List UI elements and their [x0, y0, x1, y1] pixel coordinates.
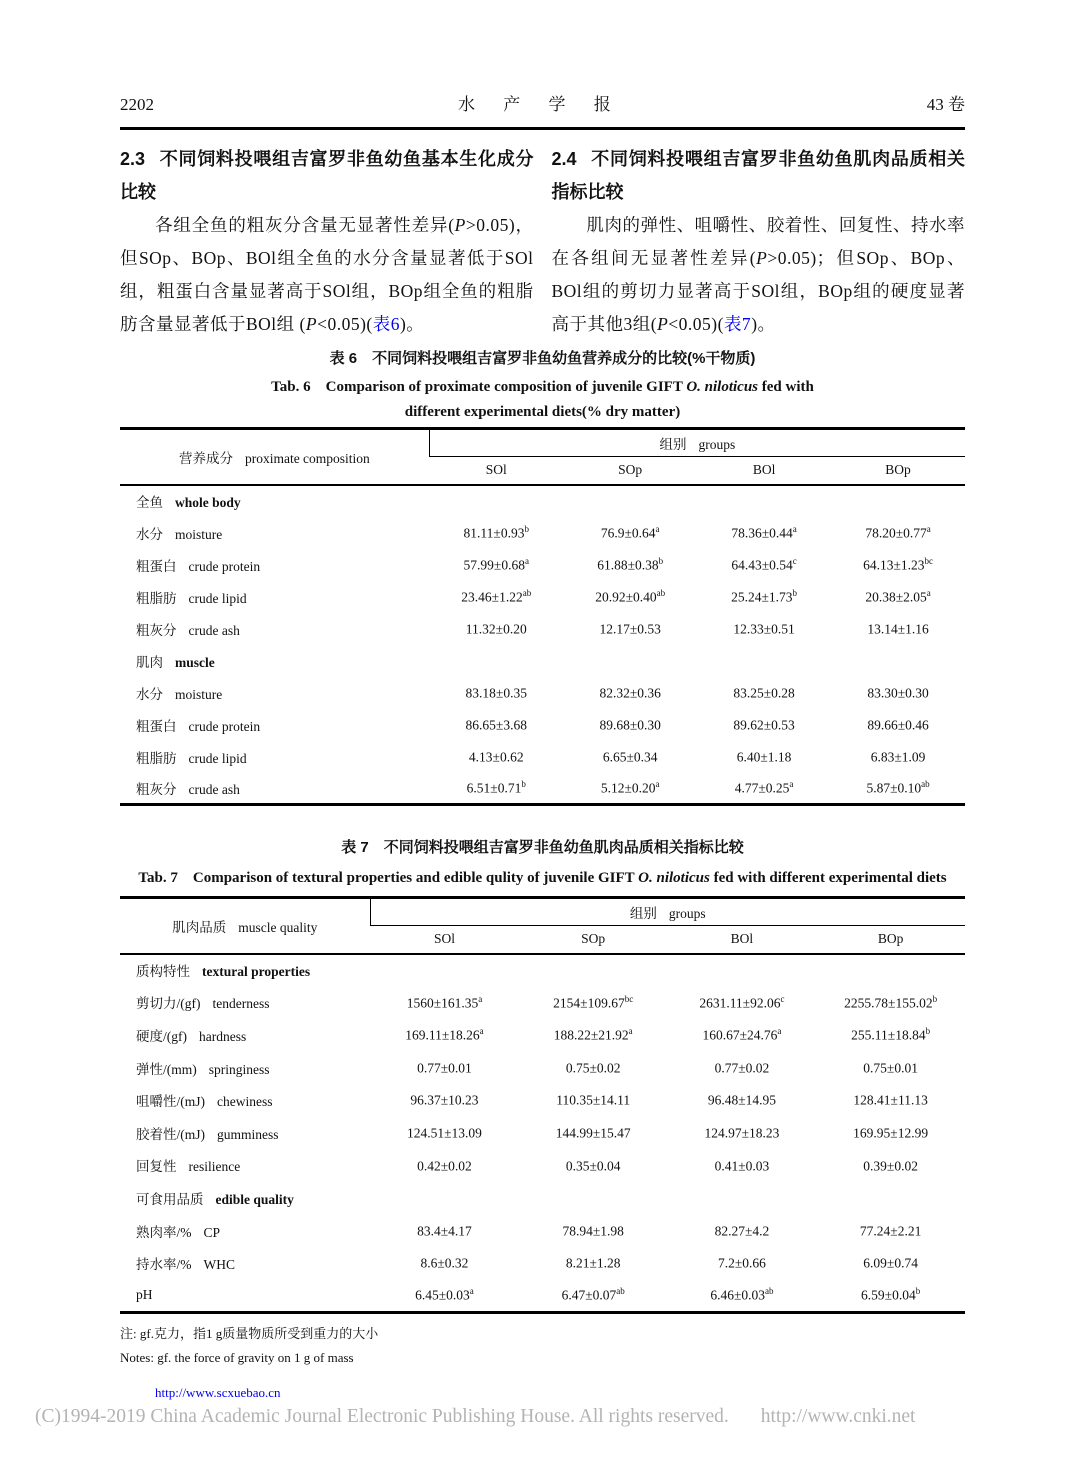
section-2-3-paragraph: 各组全鱼的粗灰分含量无显著性差异(P>0.05)，但SOp、BOp、BOl组全鱼的水分含量显著低于SOl组，粗蛋白含量显著高于SOl组，BOp组全鱼的粗脂肪含量显著低于BOl组 (P<0.05)(表6)。 [120, 215, 534, 334]
section-2-3-heading: 2.3 不同饲料投喂组吉富罗非鱼幼鱼基本生化成分比较 [120, 149, 534, 202]
table7-title-en [120, 866, 965, 891]
value-cell: 124.51±13.09 [407, 1125, 482, 1141]
cnki-url: http://www.cnki.net [760, 1405, 916, 1427]
value-cell: 6.51±0.71$^b$ [466, 779, 526, 796]
value-cell: 6.47±0.07$^{ab}$ [561, 1286, 625, 1303]
value-cell [370, 1182, 519, 1215]
table7-col-SOp: SOp [519, 926, 668, 954]
value-cell: 2255.78±155.02$^b$ [844, 993, 938, 1011]
right-column [552, 143, 966, 341]
value-cell: 6.45±0.03$^a$ [415, 1286, 474, 1303]
value-cell: 6.65±0.34 [602, 749, 658, 765]
value-cell: 2154±109.67$^{bc}$ [553, 993, 634, 1011]
section-2-4-heading: 2.4 不同饲料投喂组吉富罗非鱼幼鱼肌肉品质相关指标比较 [551, 149, 965, 202]
table7-col-BOp: BOp [816, 926, 965, 954]
table6-body [120, 485, 965, 805]
table-row [120, 613, 965, 645]
table-row [120, 986, 965, 1019]
row-label: 咀嚼性/(mJ) chewiness [136, 1094, 273, 1110]
table-row [120, 677, 965, 709]
note-zh: 注: gf.克力，指1 g质量物质所受到重力的大小 [120, 1325, 379, 1341]
value-cell [370, 954, 519, 987]
table-row [120, 1149, 965, 1182]
value-cell: 12.33±0.51 [733, 621, 795, 637]
value-cell: 89.66±0.46 [867, 717, 929, 733]
row-label: 粗脂肪 crude lipid [136, 750, 247, 766]
page-number: 2202 [120, 95, 154, 114]
table6-stub-header: 营养成分 proximate composition [120, 429, 429, 485]
table7-header [120, 898, 965, 954]
value-cell: 96.48±14.95 [707, 1092, 776, 1108]
table-row [120, 1182, 965, 1215]
scxuebao-link[interactable]: http://www.scxuebao.cn [155, 1384, 281, 1400]
table6-groups-header: 组别 groups [429, 429, 965, 457]
value-cell: 0.77±0.01 [417, 1060, 472, 1076]
value-cell: 64.43±0.54$^c$ [731, 555, 797, 573]
value-cell: 13.14±1.16 [867, 621, 929, 637]
value-cell: 5.12±0.20$^a$ [600, 779, 660, 796]
text-columns [120, 143, 965, 341]
table-row [120, 581, 965, 613]
table-row [120, 1019, 965, 1052]
value-cell: 0.42±0.02 [417, 1158, 472, 1174]
value-cell: 20.92±0.40$^{ab}$ [595, 587, 666, 605]
value-cell: 169.11±18.26$^a$ [405, 1026, 484, 1043]
value-cell: 0.39±0.02 [863, 1158, 918, 1174]
table-row [120, 1116, 965, 1149]
table7 [120, 896, 965, 1314]
value-cell [519, 1182, 668, 1215]
table-row [120, 1214, 965, 1247]
value-cell [563, 645, 697, 677]
value-cell: 6.40±1.18 [736, 749, 792, 765]
table7-title-zh: 表 7 不同饲料投喂组吉富罗非鱼幼鱼肌肉品质相关指标比较 [341, 839, 744, 856]
value-cell: 8.6±0.32 [420, 1255, 469, 1271]
row-label: 粗灰分 crude ash [136, 781, 240, 797]
value-cell: 160.67±24.76$^a$ [702, 1026, 782, 1043]
value-cell: 76.9±0.64$^a$ [600, 523, 660, 541]
value-cell: 6.46±0.03$^{ab}$ [710, 1286, 774, 1303]
value-cell: 83.18±0.35 [465, 685, 527, 701]
value-cell [519, 954, 668, 987]
table6-title-en-line2: different experimental diets(% dry matter) [404, 404, 681, 420]
value-cell [831, 645, 965, 677]
value-cell [668, 954, 817, 987]
value-cell [668, 1182, 817, 1215]
value-cell: 4.77±0.25$^a$ [734, 779, 794, 796]
table6-col-SOl: SOl [429, 457, 563, 485]
table-row [120, 1279, 965, 1312]
species-name: O. niloticus [686, 379, 758, 395]
value-cell: 128.41±11.13 [853, 1092, 928, 1108]
value-cell: 83.30±0.30 [867, 685, 929, 701]
volume-number: 43 卷 [926, 95, 965, 114]
value-cell: 77.24±2.21 [859, 1223, 922, 1239]
value-cell: 96.37±10.23 [410, 1092, 479, 1108]
section-2-4-paragraph: 肌肉的弹性、咀嚼性、胶着性、回复性、持水率在各组间无显著性差异(P>0.05)；但SOp、BOp、BOl组的剪切力显著高于SOl组，BOp组的硬度显著高于其他3组(P<0.05)(表7)。 [551, 215, 965, 334]
table6-link[interactable]: 表6 [372, 314, 400, 334]
table-row [120, 773, 965, 805]
table6-col-SOp: SOp [563, 457, 697, 485]
value-cell: 86.65±3.68 [465, 717, 527, 733]
value-cell: 6.83±1.09 [870, 749, 926, 765]
value-cell: 12.17±0.53 [599, 621, 661, 637]
running-head [120, 90, 965, 115]
row-label: 剪切力/(gf) tenderness [136, 996, 270, 1012]
value-cell [816, 1182, 965, 1215]
row-label: 胶着性/(mJ) gumminess [136, 1126, 279, 1142]
table7-body [120, 954, 965, 1313]
table-row [120, 1051, 965, 1084]
value-cell: 0.41±0.03 [714, 1158, 770, 1174]
row-label: 粗蛋白 crude protein [136, 558, 261, 574]
row-label: 粗灰分 crude ash [136, 622, 240, 638]
table-row [120, 709, 965, 741]
table7-col-BOl: BOl [668, 926, 817, 954]
value-cell [697, 485, 831, 517]
value-cell: 57.99±0.68$^a$ [463, 555, 529, 573]
value-cell: 23.46±1.22$^{ab}$ [461, 587, 532, 605]
value-cell: 78.94±1.98 [562, 1223, 624, 1239]
table-row [120, 549, 965, 581]
note-en: Notes: gf. the force of gravity on 1 g of mass [120, 1349, 354, 1365]
table7-groups-header: 组别 groups [370, 898, 965, 926]
head-rule [120, 127, 965, 130]
value-cell: 255.11±18.84$^b$ [851, 1026, 931, 1043]
value-cell: 64.13±1.23$^{bc}$ [863, 555, 933, 573]
table-row [120, 517, 965, 549]
table-row [120, 485, 965, 517]
left-column [120, 143, 534, 341]
value-cell: 124.97±18.23 [704, 1125, 780, 1141]
table6-col-BOp: BOp [831, 457, 965, 485]
row-label: 质构特性 textural properties [136, 964, 311, 980]
value-cell: 89.68±0.30 [599, 717, 661, 733]
table6-header [120, 429, 965, 485]
value-cell [563, 485, 697, 517]
table-row [120, 645, 965, 677]
row-label: 粗蛋白 crude protein [136, 718, 261, 734]
row-label: 水分 moisture [136, 686, 223, 702]
value-cell: 83.4±4.17 [417, 1223, 472, 1239]
value-cell: 2631.11±92.06$^c$ [699, 993, 785, 1011]
table6-title-en [120, 375, 965, 425]
table6-title-en-line1: Tab. 6 Comparison of proximate composition of juvenile GIFT O. niloticus fed with [271, 379, 814, 395]
value-cell: 89.62±0.53 [733, 717, 795, 733]
value-cell: 7.2±0.66 [717, 1255, 766, 1271]
value-cell: 5.87±0.10$^{ab}$ [866, 779, 930, 796]
value-cell [429, 645, 563, 677]
row-label: 回复性 resilience [136, 1159, 241, 1175]
table7-link[interactable]: 表7 [723, 314, 752, 334]
value-cell: 1560±161.35$^a$ [406, 993, 483, 1011]
row-label: 肌肉 muscle [136, 654, 215, 670]
value-cell [697, 645, 831, 677]
table7-title-en-line1: Tab. 7 Comparison of textural properties and edible qulity of juvenile GIFT O. niloticus fed with different experimental diets [138, 870, 947, 886]
copyright-watermark: (C)1994-2019 China Academic Journal Electronic Publishing House. All rights reserved. http://www.cnki.net [35, 1405, 916, 1427]
value-cell: 78.36±0.44$^a$ [731, 523, 797, 541]
row-label: 弹性/(mm) springiness [136, 1061, 270, 1077]
table7-notes [120, 1322, 965, 1370]
value-cell: 6.59±0.04$^b$ [861, 1286, 921, 1303]
value-cell: 169.95±12.99 [853, 1125, 929, 1141]
species-name: O. niloticus [638, 870, 710, 886]
row-label: 全鱼 whole body [136, 495, 241, 510]
value-cell: 81.11±0.93$^b$ [463, 523, 529, 541]
row-label: 熟肉率/% CP [136, 1224, 221, 1240]
row-label: 水分 moisture [136, 526, 223, 542]
value-cell: 4.13±0.62 [468, 749, 524, 765]
value-cell: 78.20±0.77$^a$ [865, 523, 931, 541]
value-cell: 6.09±0.74 [863, 1255, 918, 1271]
value-cell: 20.38±2.05$^a$ [865, 587, 931, 605]
value-cell: 61.88±0.38$^b$ [597, 555, 664, 573]
table-row [120, 1247, 965, 1280]
table6 [120, 427, 965, 806]
value-cell: 82.27±4.2 [714, 1223, 770, 1239]
row-label: 可食用品质 edible quality [136, 1191, 294, 1207]
row-label: pH [136, 1286, 153, 1302]
value-cell: 0.77±0.02 [714, 1060, 770, 1076]
value-cell: 25.24±1.73$^b$ [731, 587, 798, 605]
table6-title-zh: 表 6 不同饲料投喂组吉富罗非鱼幼鱼营养成分的比较(%干物质) [329, 350, 756, 367]
value-cell: 11.32±0.20 [465, 621, 527, 637]
table7-stub-header: 肌肉品质 muscle quality [120, 898, 370, 954]
value-cell [429, 485, 563, 517]
row-label: 粗脂肪 crude lipid [136, 590, 247, 606]
table-row [120, 741, 965, 773]
value-cell [816, 954, 965, 987]
row-label: 持水率/% WHC [136, 1257, 235, 1273]
value-cell: 83.25±0.28 [733, 685, 795, 701]
table6-col-BOl: BOl [697, 457, 831, 485]
value-cell: 144.99±15.47 [555, 1125, 631, 1141]
value-cell: 0.35±0.04 [565, 1158, 621, 1174]
row-label: 硬度/(gf) hardness [136, 1028, 247, 1044]
value-cell: 110.35±14.11 [556, 1092, 631, 1108]
value-cell: 0.75±0.02 [565, 1060, 621, 1076]
journal-title: 水 产 学 报 [458, 95, 623, 114]
table-row [120, 1084, 965, 1117]
value-cell: 82.32±0.36 [599, 685, 661, 701]
table-row [120, 954, 965, 987]
value-cell: 0.75±0.01 [863, 1060, 918, 1076]
value-cell: 8.21±1.28 [565, 1255, 621, 1271]
value-cell: 188.22±21.92$^a$ [553, 1026, 633, 1043]
table7-col-SOl: SOl [370, 926, 519, 954]
value-cell [831, 485, 965, 517]
